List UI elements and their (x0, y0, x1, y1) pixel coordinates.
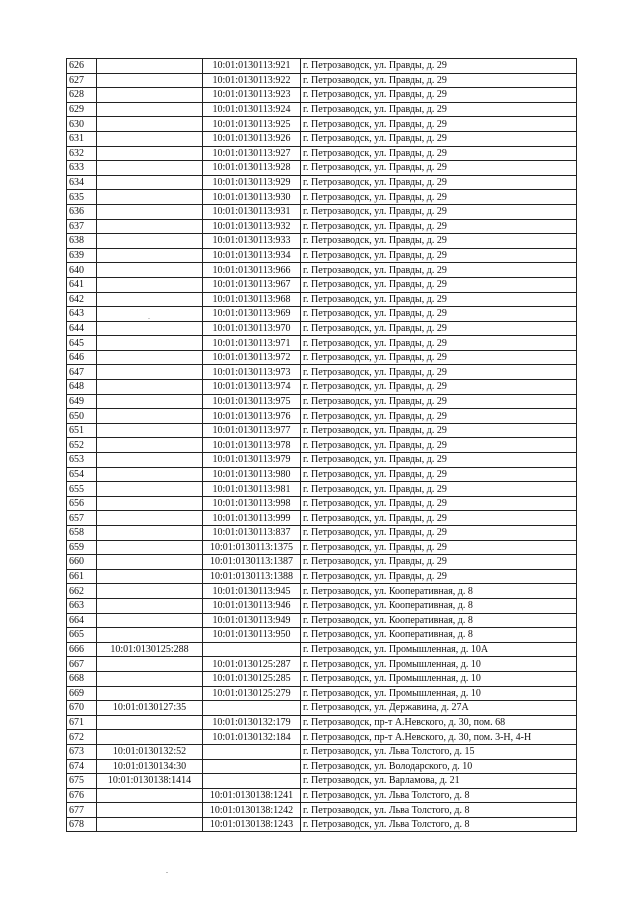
table-row (67, 161, 577, 176)
cadastral-number-cell (97, 584, 203, 599)
table-row (67, 730, 577, 745)
row-number-cell: 650 (67, 409, 97, 424)
address-cell: г. Петрозаводск, ул. Правды, д. 29 (301, 365, 577, 380)
premises-cadastral-number-cell: 10:01:0130113:931 (203, 204, 301, 219)
row-number-cell: 628 (67, 88, 97, 103)
address-cell: г. Петрозаводск, ул. Правды, д. 29 (301, 73, 577, 88)
address-cell: г. Петрозаводск, ул. Правды, д. 29 (301, 102, 577, 117)
table-row (67, 394, 577, 409)
table-row (67, 59, 577, 74)
scan-speck (166, 872, 168, 873)
cadastral-number-cell (97, 365, 203, 380)
row-number-cell: 660 (67, 555, 97, 570)
row-number-cell: 672 (67, 730, 97, 745)
cadastral-number-cell (97, 671, 203, 686)
address-cell: г. Петрозаводск, ул. Правды, д. 29 (301, 380, 577, 395)
row-number-cell: 677 (67, 803, 97, 818)
row-number-cell: 627 (67, 73, 97, 88)
row-number-cell: 675 (67, 774, 97, 789)
cadastral-number-cell (97, 715, 203, 730)
table-row (67, 803, 577, 818)
cadastral-number-cell (97, 438, 203, 453)
premises-cadastral-number-cell: 10:01:0130113:971 (203, 336, 301, 351)
row-number-cell: 666 (67, 642, 97, 657)
cadastral-number-cell (97, 613, 203, 628)
cadastral-number-cell: 10:01:0130125:288 (97, 642, 203, 657)
premises-cadastral-number-cell: 10:01:0130113:974 (203, 380, 301, 395)
premises-cadastral-number-cell: 10:01:0130113:967 (203, 277, 301, 292)
table-row (67, 584, 577, 599)
premises-cadastral-number-cell: 10:01:0130132:179 (203, 715, 301, 730)
row-number-cell: 657 (67, 511, 97, 526)
cadastral-number-cell (97, 482, 203, 497)
address-cell: г. Петрозаводск, ул. Правды, д. 29 (301, 234, 577, 249)
address-cell: г. Петрозаводск, ул. Правды, д. 29 (301, 175, 577, 190)
row-number-cell: 637 (67, 219, 97, 234)
row-number-cell: 655 (67, 482, 97, 497)
cadastral-number-cell: 10:01:0130127:35 (97, 701, 203, 716)
table-row (67, 628, 577, 643)
address-cell: г. Петрозаводск, пр-т А.Невского, д. 30, пом. 68 (301, 715, 577, 730)
table-row (67, 204, 577, 219)
premises-cadastral-number-cell: 10:01:0130125:285 (203, 671, 301, 686)
premises-cadastral-number-cell: 10:01:0130125:279 (203, 686, 301, 701)
premises-cadastral-number-cell: 10:01:0130113:945 (203, 584, 301, 599)
address-cell: г. Петрозаводск, ул. Правды, д. 29 (301, 569, 577, 584)
premises-cadastral-number-cell: 10:01:0130113:999 (203, 511, 301, 526)
cadastral-number-cell (97, 496, 203, 511)
table-row (67, 613, 577, 628)
premises-cadastral-number-cell: 10:01:0130113:925 (203, 117, 301, 132)
address-cell: г. Петрозаводск, ул. Льва Толстого, д. 8 (301, 788, 577, 803)
cadastral-number-cell (97, 803, 203, 818)
row-number-cell: 670 (67, 701, 97, 716)
address-cell: г. Петрозаводск, ул. Правды, д. 29 (301, 88, 577, 103)
table-row (67, 598, 577, 613)
address-cell: г. Петрозаводск, ул. Кооперативная, д. 8 (301, 613, 577, 628)
table-row (67, 365, 577, 380)
row-number-cell: 664 (67, 613, 97, 628)
table-row (67, 642, 577, 657)
table-row (67, 686, 577, 701)
premises-cadastral-number-cell: 10:01:0130113:930 (203, 190, 301, 205)
row-number-cell: 643 (67, 307, 97, 322)
address-cell: г. Петрозаводск, ул. Правды, д. 29 (301, 277, 577, 292)
row-number-cell: 632 (67, 146, 97, 161)
table-row (67, 88, 577, 103)
premises-cadastral-number-cell: 10:01:0130113:933 (203, 234, 301, 249)
cadastral-number-cell (97, 219, 203, 234)
table-row (67, 292, 577, 307)
address-cell: г. Петрозаводск, ул. Правды, д. 29 (301, 321, 577, 336)
registry-table-body (67, 59, 577, 832)
premises-cadastral-number-cell: 10:01:0130113:927 (203, 146, 301, 161)
cadastral-number-cell: 10:01:0130138:1414 (97, 774, 203, 789)
address-cell: г. Петрозаводск, ул. Правды, д. 29 (301, 248, 577, 263)
table-row (67, 540, 577, 555)
address-cell: г. Петрозаводск, ул. Льва Толстого, д. 8 (301, 803, 577, 818)
cadastral-number-cell (97, 526, 203, 541)
row-number-cell: 630 (67, 117, 97, 132)
cadastral-number-cell (97, 423, 203, 438)
cadastral-number-cell (97, 88, 203, 103)
premises-cadastral-number-cell: 10:01:0130113:979 (203, 453, 301, 468)
address-cell: г. Петрозаводск, ул. Державина, д. 27А (301, 701, 577, 716)
address-cell: г. Петрозаводск, ул. Правды, д. 29 (301, 482, 577, 497)
row-number-cell: 669 (67, 686, 97, 701)
table-row (67, 146, 577, 161)
cadastral-number-cell (97, 453, 203, 468)
row-number-cell: 674 (67, 759, 97, 774)
row-number-cell: 644 (67, 321, 97, 336)
row-number-cell: 639 (67, 248, 97, 263)
premises-cadastral-number-cell: 10:01:0130113:926 (203, 131, 301, 146)
address-cell: г. Петрозаводск, ул. Льва Толстого, д. 15 (301, 744, 577, 759)
cadastral-number-cell: 10:01:0130132:52 (97, 744, 203, 759)
cadastral-number-cell (97, 292, 203, 307)
premises-cadastral-number-cell: 10:01:0130113:980 (203, 467, 301, 482)
table-row (67, 131, 577, 146)
cadastral-number-cell (97, 59, 203, 74)
address-cell: г. Петрозаводск, ул. Правды, д. 29 (301, 438, 577, 453)
address-cell: г. Петрозаводск, ул. Правды, д. 29 (301, 350, 577, 365)
cadastral-number-cell (97, 248, 203, 263)
table-row (67, 336, 577, 351)
row-number-cell: 641 (67, 277, 97, 292)
address-cell: г. Петрозаводск, ул. Правды, д. 29 (301, 423, 577, 438)
row-number-cell: 658 (67, 526, 97, 541)
table-row (67, 102, 577, 117)
premises-cadastral-number-cell: 10:01:0130132:184 (203, 730, 301, 745)
cadastral-number-cell (97, 190, 203, 205)
premises-cadastral-number-cell (203, 642, 301, 657)
premises-cadastral-number-cell: 10:01:0130113:949 (203, 613, 301, 628)
row-number-cell: 645 (67, 336, 97, 351)
table-row (67, 453, 577, 468)
address-cell: г. Петрозаводск, ул. Правды, д. 29 (301, 307, 577, 322)
premises-cadastral-number-cell: 10:01:0130113:981 (203, 482, 301, 497)
premises-cadastral-number-cell: 10:01:0130138:1241 (203, 788, 301, 803)
cadastral-number-cell (97, 628, 203, 643)
address-cell: г. Петрозаводск, ул. Правды, д. 29 (301, 511, 577, 526)
table-row (67, 234, 577, 249)
premises-cadastral-number-cell (203, 701, 301, 716)
row-number-cell: 654 (67, 467, 97, 482)
row-number-cell: 671 (67, 715, 97, 730)
cadastral-number-cell (97, 467, 203, 482)
row-number-cell: 633 (67, 161, 97, 176)
row-number-cell: 629 (67, 102, 97, 117)
row-number-cell: 661 (67, 569, 97, 584)
address-cell: г. Петрозаводск, ул. Промышленная, д. 10 (301, 657, 577, 672)
cadastral-number-cell (97, 511, 203, 526)
table-row (67, 817, 577, 832)
address-cell: г. Петрозаводск, ул. Володарского, д. 10 (301, 759, 577, 774)
address-cell: г. Петрозаводск, ул. Кооперативная, д. 8 (301, 598, 577, 613)
table-row (67, 117, 577, 132)
table-row (67, 715, 577, 730)
row-number-cell: 668 (67, 671, 97, 686)
table-row (67, 744, 577, 759)
premises-cadastral-number-cell: 10:01:0130113:972 (203, 350, 301, 365)
premises-cadastral-number-cell (203, 744, 301, 759)
cadastral-number-cell (97, 394, 203, 409)
row-number-cell: 634 (67, 175, 97, 190)
table-row (67, 248, 577, 263)
address-cell: г. Петрозаводск, ул. Правды, д. 29 (301, 146, 577, 161)
cadastral-number-cell (97, 657, 203, 672)
address-cell: г. Петрозаводск, ул. Правды, д. 29 (301, 59, 577, 74)
premises-cadastral-number-cell (203, 759, 301, 774)
cadastral-number-cell (97, 234, 203, 249)
table-row (67, 175, 577, 190)
premises-cadastral-number-cell: 10:01:0130113:968 (203, 292, 301, 307)
cadastral-number-cell (97, 336, 203, 351)
premises-cadastral-number-cell: 10:01:0130113:922 (203, 73, 301, 88)
address-cell: г. Петрозаводск, ул. Правды, д. 29 (301, 496, 577, 511)
row-number-cell: 673 (67, 744, 97, 759)
row-number-cell: 667 (67, 657, 97, 672)
cadastral-number-cell (97, 277, 203, 292)
premises-cadastral-number-cell: 10:01:0130113:932 (203, 219, 301, 234)
table-row (67, 701, 577, 716)
row-number-cell: 640 (67, 263, 97, 278)
row-number-cell: 663 (67, 598, 97, 613)
address-cell: г. Петрозаводск, ул. Промышленная, д. 10А (301, 642, 577, 657)
row-number-cell: 635 (67, 190, 97, 205)
premises-cadastral-number-cell: 10:01:0130138:1242 (203, 803, 301, 818)
table-row (67, 671, 577, 686)
premises-cadastral-number-cell: 10:01:0130113:924 (203, 102, 301, 117)
table-row (67, 350, 577, 365)
cadastral-number-cell (97, 730, 203, 745)
table-row (67, 190, 577, 205)
table-row (67, 788, 577, 803)
row-number-cell: 649 (67, 394, 97, 409)
premises-cadastral-number-cell: 10:01:0130113:934 (203, 248, 301, 263)
premises-cadastral-number-cell: 10:01:0130113:978 (203, 438, 301, 453)
table-row (67, 482, 577, 497)
row-number-cell: 651 (67, 423, 97, 438)
premises-cadastral-number-cell: 10:01:0130113:966 (203, 263, 301, 278)
registry-table (66, 58, 577, 832)
table-row (67, 569, 577, 584)
premises-cadastral-number-cell: 10:01:0130113:977 (203, 423, 301, 438)
premises-cadastral-number-cell: 10:01:0130113:1388 (203, 569, 301, 584)
table-row (67, 526, 577, 541)
premises-cadastral-number-cell: 10:01:0130113:1375 (203, 540, 301, 555)
table-row (67, 511, 577, 526)
cadastral-number-cell (97, 117, 203, 132)
table-row (67, 657, 577, 672)
cadastral-number-cell (97, 146, 203, 161)
address-cell: г. Петрозаводск, ул. Льва Толстого, д. 8 (301, 817, 577, 832)
premises-cadastral-number-cell: 10:01:0130113:837 (203, 526, 301, 541)
address-cell: г. Петрозаводск, ул. Промышленная, д. 10 (301, 671, 577, 686)
cadastral-number-cell (97, 131, 203, 146)
row-number-cell: 638 (67, 234, 97, 249)
cadastral-number-cell (97, 161, 203, 176)
table-row (67, 277, 577, 292)
row-number-cell: 647 (67, 365, 97, 380)
address-cell: г. Петрозаводск, ул. Варламова, д. 21 (301, 774, 577, 789)
cadastral-number-cell (97, 175, 203, 190)
cadastral-number-cell (97, 686, 203, 701)
address-cell: г. Петрозаводск, ул. Правды, д. 29 (301, 190, 577, 205)
row-number-cell: 659 (67, 540, 97, 555)
row-number-cell: 653 (67, 453, 97, 468)
row-number-cell: 662 (67, 584, 97, 599)
address-cell: г. Петрозаводск, ул. Промышленная, д. 10 (301, 686, 577, 701)
cadastral-number-cell (97, 321, 203, 336)
premises-cadastral-number-cell: 10:01:0130113:970 (203, 321, 301, 336)
table-row (67, 555, 577, 570)
premises-cadastral-number-cell: 10:01:0130113:1387 (203, 555, 301, 570)
address-cell: г. Петрозаводск, ул. Правды, д. 29 (301, 555, 577, 570)
address-cell: г. Петрозаводск, ул. Кооперативная, д. 8 (301, 628, 577, 643)
row-number-cell: 665 (67, 628, 97, 643)
premises-cadastral-number-cell: 10:01:0130113:929 (203, 175, 301, 190)
row-number-cell: 652 (67, 438, 97, 453)
premises-cadastral-number-cell (203, 774, 301, 789)
scan-speck (148, 318, 150, 319)
table-row (67, 496, 577, 511)
table-row (67, 321, 577, 336)
row-number-cell: 626 (67, 59, 97, 74)
row-number-cell: 648 (67, 380, 97, 395)
address-cell: г. Петрозаводск, ул. Правды, д. 29 (301, 526, 577, 541)
premises-cadastral-number-cell: 10:01:0130113:976 (203, 409, 301, 424)
premises-cadastral-number-cell: 10:01:0130113:950 (203, 628, 301, 643)
address-cell: г. Петрозаводск, ул. Правды, д. 29 (301, 161, 577, 176)
premises-cadastral-number-cell: 10:01:0130113:973 (203, 365, 301, 380)
address-cell: г. Петрозаводск, ул. Правды, д. 29 (301, 219, 577, 234)
cadastral-number-cell (97, 598, 203, 613)
table-row (67, 438, 577, 453)
address-cell: г. Петрозаводск, ул. Правды, д. 29 (301, 453, 577, 468)
row-number-cell: 678 (67, 817, 97, 832)
cadastral-number-cell (97, 204, 203, 219)
address-cell: г. Петрозаводск, ул. Правды, д. 29 (301, 394, 577, 409)
cadastral-number-cell (97, 788, 203, 803)
cadastral-number-cell (97, 380, 203, 395)
address-cell: г. Петрозаводск, пр-т А.Невского, д. 30, пом. 3-Н, 4-Н (301, 730, 577, 745)
address-cell: г. Петрозаводск, ул. Правды, д. 29 (301, 117, 577, 132)
address-cell: г. Петрозаводск, ул. Правды, д. 29 (301, 204, 577, 219)
row-number-cell: 636 (67, 204, 97, 219)
address-cell: г. Петрозаводск, ул. Правды, д. 29 (301, 292, 577, 307)
cadastral-number-cell (97, 555, 203, 570)
table-row (67, 307, 577, 322)
premises-cadastral-number-cell: 10:01:0130113:998 (203, 496, 301, 511)
cadastral-number-cell (97, 569, 203, 584)
premises-cadastral-number-cell: 10:01:0130113:946 (203, 598, 301, 613)
table-row (67, 774, 577, 789)
address-cell: г. Петрозаводск, ул. Правды, д. 29 (301, 409, 577, 424)
table-row (67, 409, 577, 424)
cadastral-number-cell (97, 817, 203, 832)
address-cell: г. Петрозаводск, ул. Кооперативная, д. 8 (301, 584, 577, 599)
address-cell: г. Петрозаводск, ул. Правды, д. 29 (301, 540, 577, 555)
premises-cadastral-number-cell: 10:01:0130113:921 (203, 59, 301, 74)
premises-cadastral-number-cell: 10:01:0130113:969 (203, 307, 301, 322)
premises-cadastral-number-cell: 10:01:0130125:287 (203, 657, 301, 672)
table-row (67, 467, 577, 482)
cadastral-number-cell: 10:01:0130134:30 (97, 759, 203, 774)
table-row (67, 219, 577, 234)
cadastral-number-cell (97, 540, 203, 555)
premises-cadastral-number-cell: 10:01:0130113:928 (203, 161, 301, 176)
row-number-cell: 642 (67, 292, 97, 307)
table-row (67, 263, 577, 278)
premises-cadastral-number-cell: 10:01:0130113:923 (203, 88, 301, 103)
row-number-cell: 656 (67, 496, 97, 511)
premises-cadastral-number-cell: 10:01:0130113:975 (203, 394, 301, 409)
row-number-cell: 646 (67, 350, 97, 365)
premises-cadastral-number-cell: 10:01:0130138:1243 (203, 817, 301, 832)
cadastral-number-cell (97, 102, 203, 117)
row-number-cell: 676 (67, 788, 97, 803)
table-row (67, 759, 577, 774)
row-number-cell: 631 (67, 131, 97, 146)
address-cell: г. Петрозаводск, ул. Правды, д. 29 (301, 467, 577, 482)
address-cell: г. Петрозаводск, ул. Правды, д. 29 (301, 336, 577, 351)
table-row (67, 423, 577, 438)
cadastral-number-cell (97, 73, 203, 88)
cadastral-number-cell (97, 350, 203, 365)
cadastral-number-cell (97, 409, 203, 424)
address-cell: г. Петрозаводск, ул. Правды, д. 29 (301, 131, 577, 146)
table-row (67, 73, 577, 88)
cadastral-number-cell (97, 263, 203, 278)
address-cell: г. Петрозаводск, ул. Правды, д. 29 (301, 263, 577, 278)
table-row (67, 380, 577, 395)
